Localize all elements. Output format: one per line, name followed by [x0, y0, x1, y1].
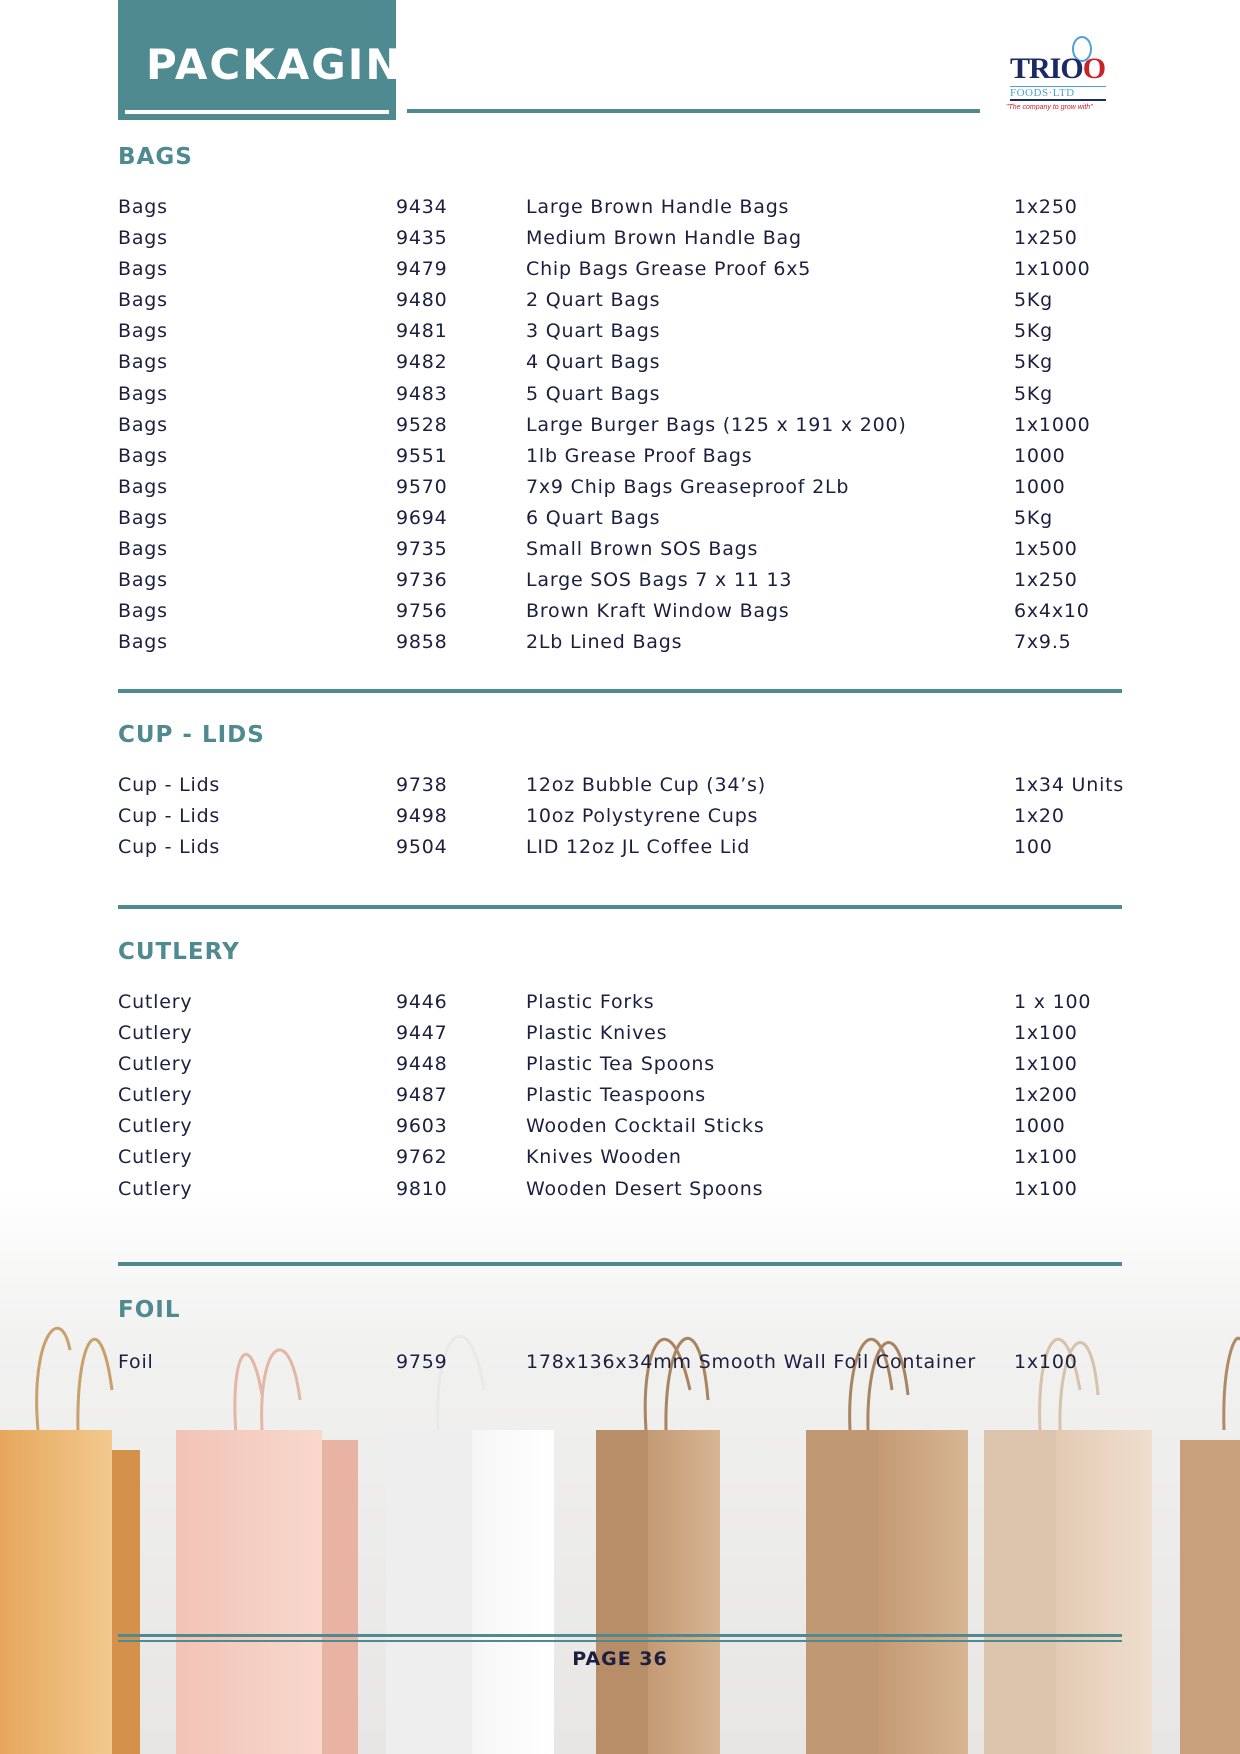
table-row	[118, 774, 1128, 805]
description-cell: 178x136x34mm Smooth Wall Foil Container	[526, 1351, 976, 1373]
code-cell: 9694	[396, 506, 448, 529]
company-logo	[1006, 36, 1118, 116]
category-cell: Cutlery	[118, 1053, 193, 1076]
table-row	[118, 1146, 1128, 1177]
table-row	[118, 600, 1128, 631]
description-cell: Large SOS Bags 7 x 11 13	[526, 569, 793, 592]
table-row	[118, 1022, 1128, 1053]
description-cell: Plastic Teaspoons	[526, 1084, 706, 1107]
table-row	[118, 805, 1128, 836]
code-cell: 9482	[396, 351, 448, 374]
description-cell: Plastic Knives	[526, 1022, 668, 1045]
pack-cell: 1x34 Units	[1014, 774, 1125, 796]
description-cell: 10oz Polystyrene Cups	[526, 805, 759, 828]
page-title: PACKAGING	[146, 40, 440, 89]
pack-cell: 5Kg	[1014, 351, 1054, 374]
pack-cell: 1000	[1014, 1115, 1066, 1138]
category-cell: Bags	[118, 289, 168, 312]
code-cell: 9551	[396, 444, 448, 467]
code-cell: 9504	[396, 836, 448, 859]
category-cell: Bags	[118, 351, 168, 374]
code-cell: 9498	[396, 805, 448, 828]
code-cell: 9858	[396, 631, 448, 654]
pack-cell: 1x500	[1014, 538, 1078, 561]
pack-cell: 5Kg	[1014, 382, 1054, 405]
logo-brand-prefix: TRIO	[1010, 52, 1083, 85]
cutlery-table	[118, 991, 1128, 1209]
table-row	[118, 351, 1128, 382]
section-divider	[118, 689, 1122, 693]
table-row	[118, 631, 1128, 662]
pack-cell: 5Kg	[1014, 289, 1054, 312]
code-cell: 9759	[396, 1351, 448, 1373]
category-cell: Bags	[118, 227, 168, 250]
logo-tagline: "The company to grow with"	[1006, 104, 1093, 111]
pack-cell: 1x100	[1014, 1351, 1078, 1373]
pack-cell: 1x250	[1014, 196, 1078, 218]
title-underline	[125, 110, 389, 114]
pack-cell: 1x200	[1014, 1084, 1078, 1107]
code-cell: 9446	[396, 991, 448, 1013]
category-cell: Bags	[118, 320, 168, 343]
code-cell: 9762	[396, 1146, 448, 1169]
code-cell: 9735	[396, 538, 448, 561]
description-cell: 4 Quart Bags	[526, 351, 661, 374]
category-cell: Cup - Lids	[118, 836, 221, 859]
section-title-cup-lids: CUP - LIDS	[118, 722, 265, 748]
footer-divider	[118, 1640, 1122, 1642]
section-title-foil: FOIL	[118, 1297, 181, 1323]
pack-cell: 7x9.5	[1014, 631, 1072, 654]
category-cell: Bags	[118, 475, 168, 498]
table-row	[118, 538, 1128, 569]
description-cell: 1lb Grease Proof Bags	[526, 444, 753, 467]
code-cell: 9483	[396, 382, 448, 405]
pack-cell: 1x250	[1014, 227, 1078, 250]
category-cell: Bags	[118, 382, 168, 405]
category-cell: Bags	[118, 538, 168, 561]
table-row	[118, 1084, 1128, 1115]
category-cell: Bags	[118, 413, 168, 436]
table-row	[118, 1115, 1128, 1146]
category-cell: Cutlery	[118, 1084, 193, 1107]
description-cell: Wooden Cocktail Sticks	[526, 1115, 765, 1138]
table-row	[118, 569, 1128, 600]
description-cell: 6 Quart Bags	[526, 506, 661, 529]
logo-subtitle: FOODS·LTD	[1010, 86, 1106, 101]
description-cell: Large Burger Bags (125 x 191 x 200)	[526, 413, 907, 436]
table-row	[118, 289, 1128, 320]
table-row	[118, 1351, 1128, 1382]
table-row	[118, 258, 1128, 289]
pack-cell: 1000	[1014, 475, 1066, 498]
code-cell: 9487	[396, 1084, 448, 1107]
table-row	[118, 1178, 1128, 1209]
code-cell: 9528	[396, 413, 448, 436]
code-cell: 9736	[396, 569, 448, 592]
category-cell: Bags	[118, 569, 168, 592]
description-cell: LID 12oz JL Coffee Lid	[526, 836, 751, 859]
code-cell: 9448	[396, 1053, 448, 1076]
title-banner	[118, 0, 440, 120]
description-cell: 3 Quart Bags	[526, 320, 661, 343]
section-title-bags: BAGS	[118, 144, 193, 170]
pack-cell: 1x100	[1014, 1053, 1078, 1076]
table-row	[118, 320, 1128, 351]
description-cell: Large Brown Handle Bags	[526, 196, 790, 218]
pack-cell: 100	[1014, 836, 1053, 859]
table-row	[118, 445, 1128, 476]
category-cell: Cutlery	[118, 1115, 193, 1138]
category-cell: Bags	[118, 631, 168, 654]
description-cell: Knives Wooden	[526, 1146, 682, 1169]
table-row	[118, 414, 1128, 445]
category-cell: Bags	[118, 258, 168, 281]
code-cell: 9603	[396, 1115, 448, 1138]
table-row	[118, 1053, 1128, 1084]
code-cell: 9435	[396, 227, 448, 250]
description-cell: Medium Brown Handle Bag	[526, 227, 802, 250]
description-cell: Chip Bags Grease Proof 6x5	[526, 258, 812, 281]
code-cell: 9756	[396, 600, 448, 623]
description-cell: 2Lb Lined Bags	[526, 631, 683, 654]
table-row	[118, 476, 1128, 507]
pack-cell: 1x1000	[1014, 413, 1091, 436]
category-cell: Bags	[118, 196, 168, 218]
description-cell: Small Brown SOS Bags	[526, 538, 759, 561]
description-cell: Brown Kraft Window Bags	[526, 600, 790, 623]
category-cell: Cup - Lids	[118, 774, 221, 796]
code-cell: 9434	[396, 196, 448, 218]
page-number: PAGE 36	[572, 1648, 668, 1670]
category-cell: Cup - Lids	[118, 805, 221, 828]
section-divider	[118, 905, 1122, 909]
table-row	[118, 836, 1128, 867]
pack-cell: 1x20	[1014, 805, 1065, 828]
code-cell: 9570	[396, 475, 448, 498]
description-cell: Plastic Forks	[526, 991, 655, 1013]
table-row	[118, 507, 1128, 538]
description-cell: Plastic Tea Spoons	[526, 1053, 715, 1076]
table-row	[118, 383, 1128, 414]
code-cell: 9481	[396, 320, 448, 343]
foil-table	[118, 1351, 1128, 1382]
description-cell: Wooden Desert Spoons	[526, 1177, 764, 1200]
header-divider	[407, 109, 980, 113]
cup-lids-table	[118, 774, 1128, 867]
table-row	[118, 227, 1128, 258]
code-cell: 9810	[396, 1177, 448, 1200]
category-cell: Cutlery	[118, 1022, 193, 1045]
category-cell: Bags	[118, 600, 168, 623]
code-cell: 9447	[396, 1022, 448, 1045]
section-divider	[118, 1262, 1122, 1266]
description-cell: 5 Quart Bags	[526, 382, 661, 405]
code-cell: 9479	[396, 258, 448, 281]
category-cell: Cutlery	[118, 1146, 193, 1169]
bags-table	[118, 196, 1128, 662]
pack-cell: 1000	[1014, 444, 1066, 467]
section-title-cutlery: CUTLERY	[118, 939, 240, 965]
footer-divider	[118, 1634, 1122, 1637]
category-cell: Foil	[118, 1351, 154, 1373]
pack-cell: 1x100	[1014, 1146, 1078, 1169]
pack-cell: 5Kg	[1014, 506, 1054, 529]
category-cell: Cutlery	[118, 991, 193, 1013]
table-row	[118, 991, 1128, 1022]
pack-cell: 1x1000	[1014, 258, 1091, 281]
pack-cell: 5Kg	[1014, 320, 1054, 343]
category-cell: Bags	[118, 506, 168, 529]
description-cell: 12oz Bubble Cup (34’s)	[526, 774, 766, 796]
pack-cell: 1x250	[1014, 569, 1078, 592]
table-row	[118, 196, 1128, 227]
code-cell: 9738	[396, 774, 448, 796]
category-cell: Cutlery	[118, 1177, 193, 1200]
description-cell: 2 Quart Bags	[526, 289, 661, 312]
pack-cell: 1x100	[1014, 1022, 1078, 1045]
pack-cell: 1 x 100	[1014, 991, 1092, 1013]
logo-brand-suffix: O	[1082, 52, 1106, 85]
logo-brand	[1010, 54, 1105, 84]
category-cell: Bags	[118, 444, 168, 467]
description-cell: 7x9 Chip Bags Greaseproof 2Lb	[526, 475, 850, 498]
code-cell: 9480	[396, 289, 448, 312]
pack-cell: 1x100	[1014, 1177, 1078, 1200]
pack-cell: 6x4x10	[1014, 600, 1090, 623]
